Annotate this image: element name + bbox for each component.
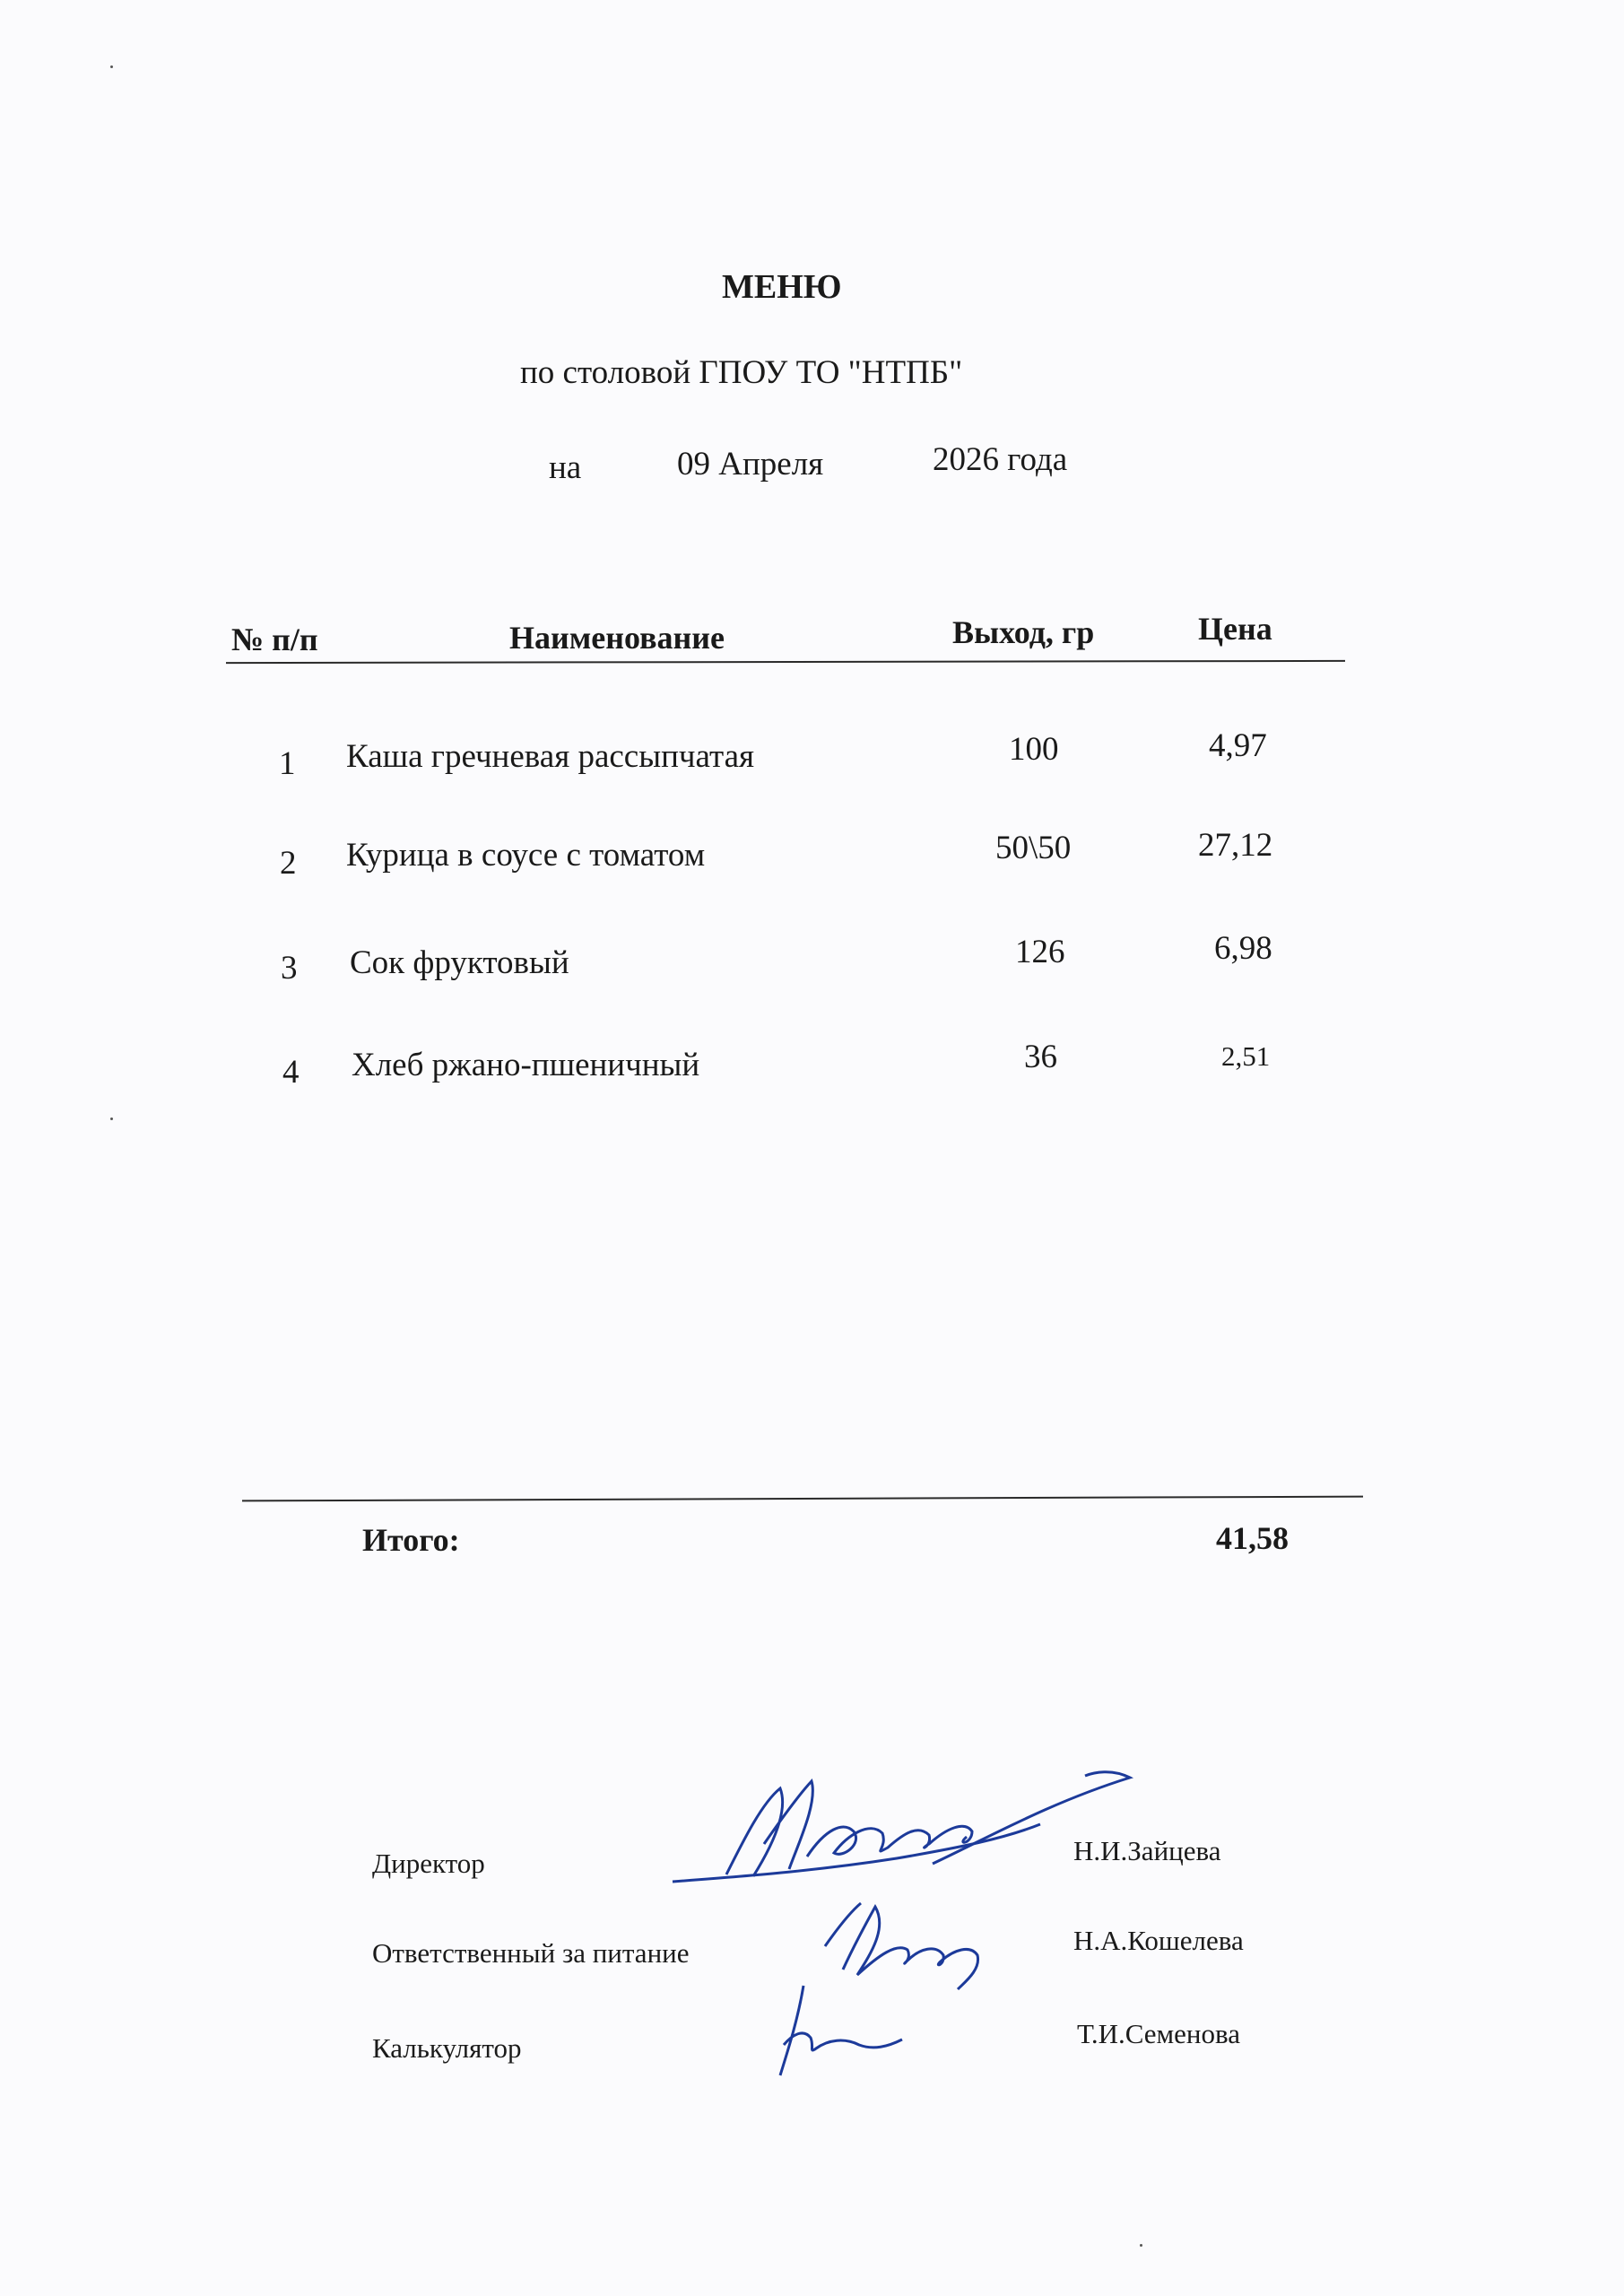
- scan-speck: [110, 1118, 113, 1120]
- signatory-role-calculator: Калькулятор: [372, 2032, 522, 2064]
- row-price: 6,98: [1214, 930, 1272, 967]
- date-year: 2026 года: [933, 441, 1068, 478]
- total-rule: [242, 1496, 1363, 1502]
- date-prefix: на: [549, 449, 582, 486]
- scan-speck: [110, 65, 113, 68]
- row-price: 2,51: [1221, 1040, 1271, 1072]
- total-label: Итого:: [362, 1522, 460, 1558]
- director-signature: [664, 1758, 1148, 1892]
- header-rule: [226, 660, 1345, 664]
- header-number: № п/п: [231, 622, 318, 657]
- signatory-name-responsible: Н.А.Кошелева: [1073, 1925, 1244, 1956]
- document-title: МЕНЮ: [722, 268, 842, 306]
- row-yield: 126: [1015, 934, 1065, 970]
- row-yield: 100: [1009, 731, 1059, 768]
- row-number: 4: [282, 1054, 300, 1091]
- signatory-name-director: Н.И.Зайцева: [1073, 1835, 1221, 1866]
- row-name: Сок фруктовый: [350, 944, 569, 981]
- row-name: Хлеб ржано-пшеничный: [352, 1047, 700, 1083]
- row-number: 2: [280, 845, 297, 882]
- header-price: Цена: [1198, 611, 1272, 647]
- calculator-signature: [762, 1982, 906, 2081]
- row-price: 4,97: [1209, 727, 1267, 764]
- signatory-name-calculator: Т.И.Семенова: [1077, 2018, 1240, 2049]
- responsible-signature: [807, 1892, 1004, 1991]
- row-price: 27,12: [1198, 827, 1273, 864]
- row-number: 1: [279, 745, 296, 782]
- document-subtitle: по столовой ГПОУ ТО "НТПБ": [520, 354, 963, 391]
- total-value: 41,58: [1216, 1520, 1289, 1556]
- row-yield: 50\50: [995, 830, 1072, 866]
- signatory-role-director: Директор: [372, 1848, 485, 1879]
- row-number: 3: [281, 950, 298, 987]
- signatory-role-responsible: Ответственный за питание: [372, 1937, 690, 1969]
- row-yield: 36: [1024, 1039, 1057, 1075]
- row-name: Курица в соусе с томатом: [346, 837, 706, 874]
- scan-speck: [1140, 2244, 1142, 2247]
- row-name: Каша гречневая рассыпчатая: [346, 738, 755, 775]
- header-yield: Выход, гр: [952, 614, 1095, 650]
- header-name: Наименование: [509, 620, 725, 656]
- date-day-month: 09 Апреля: [677, 446, 824, 483]
